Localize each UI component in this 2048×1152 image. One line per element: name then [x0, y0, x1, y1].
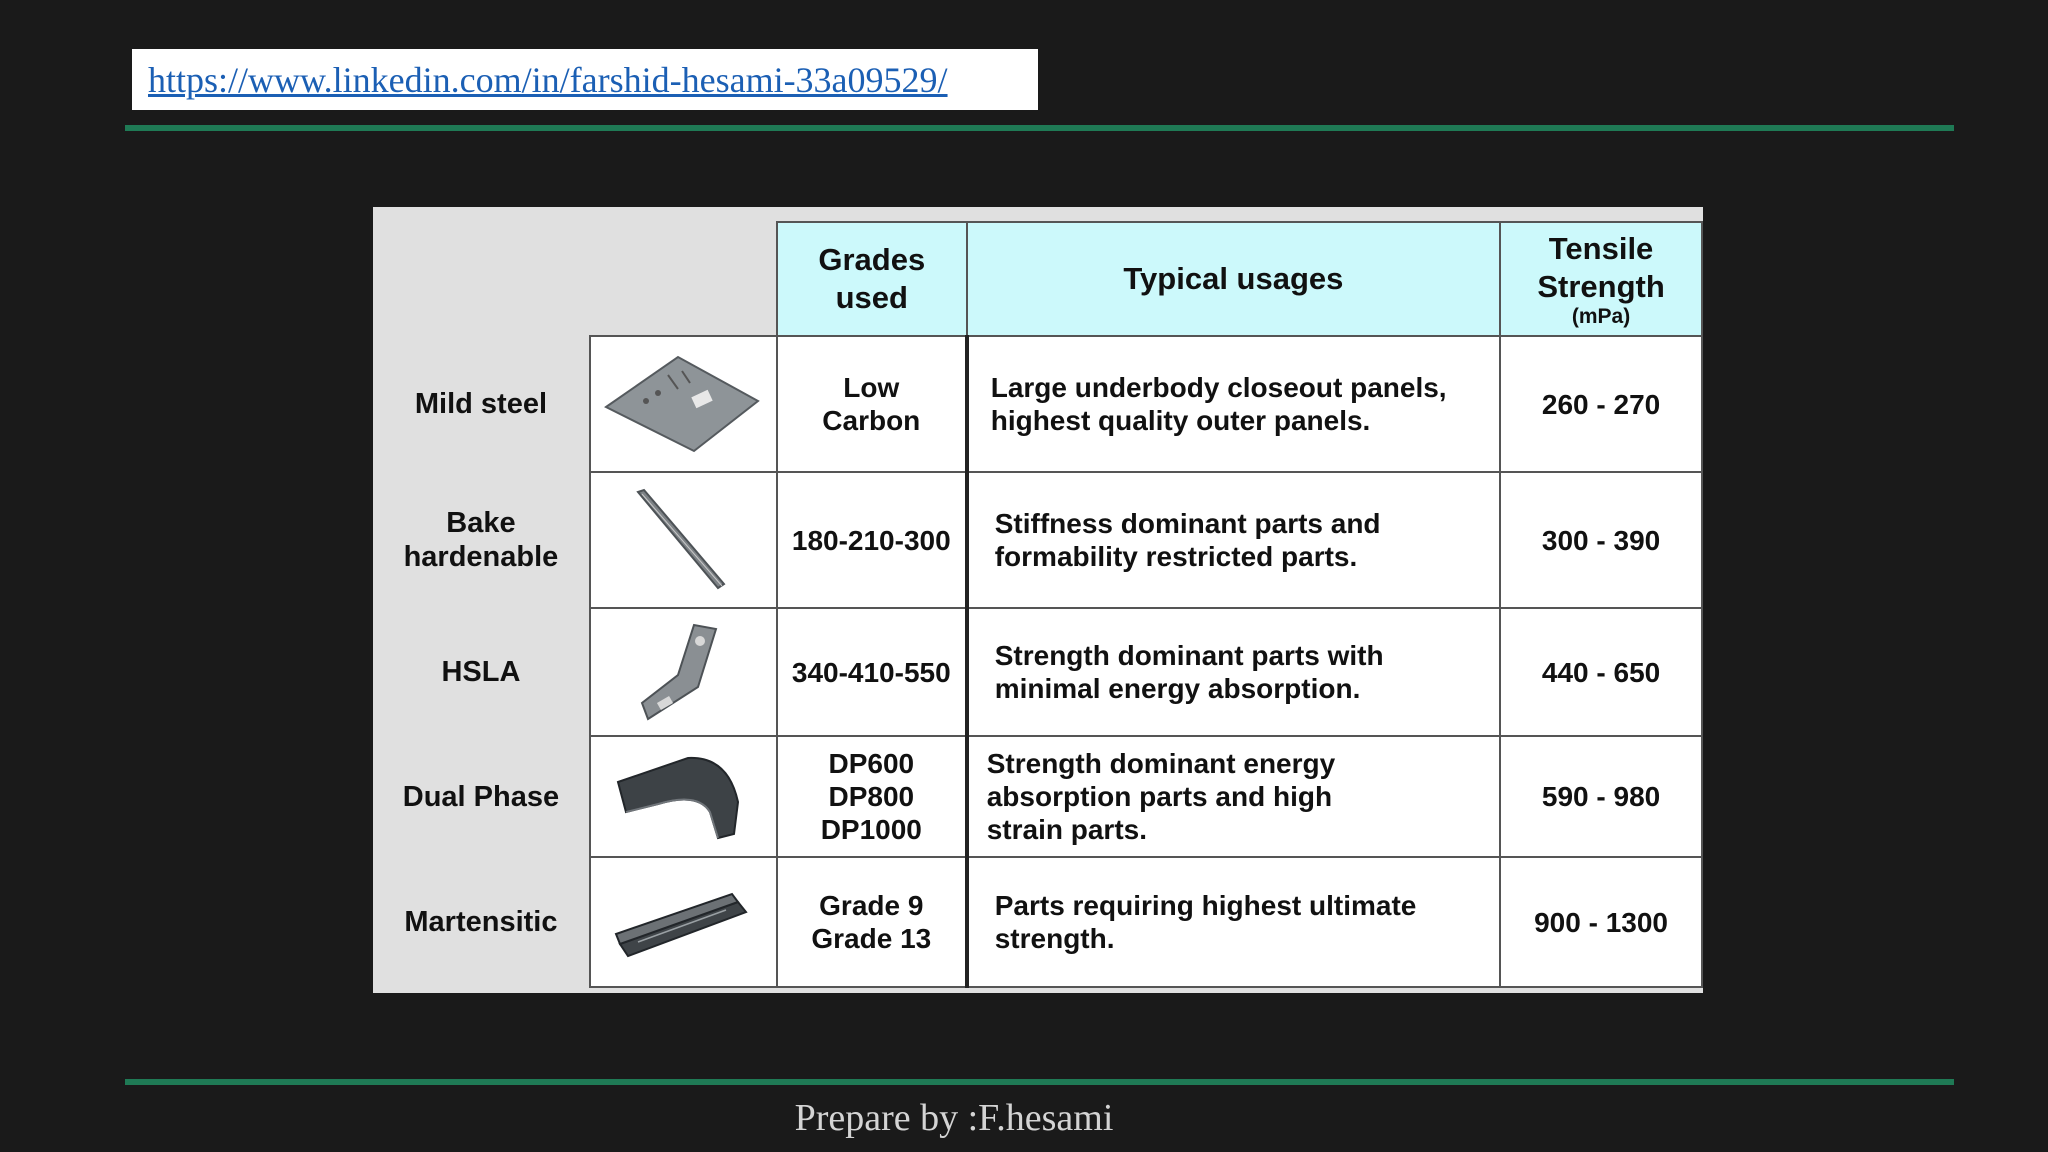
steel-grades-table	[373, 221, 1703, 988]
footer-text: Prepare by :F.hesami	[794, 1097, 1114, 1139]
bracket-icon	[598, 615, 768, 730]
header-tensile-unit: (mPa)	[1571, 305, 1631, 328]
part-image-cell	[590, 336, 777, 472]
linkedin-link-box	[132, 49, 1038, 110]
top-divider	[125, 125, 1954, 131]
usage-line: absorption parts and high	[986, 781, 1333, 812]
usage-line: Large underbody closeout panels,	[990, 372, 1447, 403]
footer-credit	[0, 1096, 2048, 1140]
usage-line: Parts requiring highest ultimate	[994, 890, 1417, 921]
steel-type-text: Mild steel	[414, 388, 548, 420]
grade-line: Grade 9	[819, 890, 924, 921]
usage-cell	[967, 472, 1500, 608]
tensile-cell	[1500, 472, 1702, 608]
steel-type-text: hardenable	[403, 541, 559, 573]
grade-line: Low	[843, 372, 900, 403]
steel-type-label	[373, 736, 590, 857]
grade-line: DP800	[828, 781, 915, 812]
table-row	[373, 608, 1702, 736]
usage-line: minimal energy absorption.	[994, 673, 1361, 704]
steel-type-label	[373, 472, 590, 608]
grade-line: 340-410-550	[791, 656, 951, 688]
linkedin-link[interactable]: https://www.linkedin.com/in/farshid-hesami-33a09529/	[148, 59, 948, 100]
grade-cell	[777, 472, 967, 608]
tensile-cell	[1500, 336, 1702, 472]
steel-type-label	[373, 857, 590, 987]
header-tensile-line1: Tensile	[1548, 231, 1654, 266]
table-header-row	[373, 222, 1702, 336]
usage-line: Strength dominant parts with	[994, 640, 1384, 671]
usage-line: Strength dominant energy	[986, 748, 1336, 779]
formed-rail-icon	[598, 742, 768, 852]
header-tensile-line2: Strength	[1537, 269, 1665, 304]
usage-cell	[967, 857, 1500, 987]
header-grades-used	[777, 222, 967, 336]
usage-cell	[967, 608, 1500, 736]
grade-cell	[777, 857, 967, 987]
grade-cell	[777, 608, 967, 736]
usage-line: Stiffness dominant parts and	[994, 508, 1381, 539]
steel-type-text: Bake	[446, 507, 516, 539]
beam-icon	[598, 872, 768, 972]
grade-line: DP1000	[820, 814, 922, 845]
usage-line: strength.	[994, 923, 1115, 954]
tensile-value: 260 - 270	[1541, 388, 1661, 420]
steel-type-text: HSLA	[441, 656, 521, 688]
table-row	[373, 736, 1702, 857]
usage-line: strain parts.	[986, 814, 1147, 845]
tensile-value: 440 - 650	[1541, 656, 1661, 688]
grade-line: Grade 13	[811, 923, 932, 954]
header-blank-label	[373, 222, 590, 336]
steel-type-text: Dual Phase	[402, 780, 560, 813]
grade-cell	[777, 736, 967, 857]
part-image-cell	[590, 472, 777, 608]
flat-panel-icon	[598, 349, 768, 459]
part-image-cell	[590, 608, 777, 736]
tensile-value: 590 - 980	[1541, 781, 1661, 812]
slim-rail-icon	[598, 480, 768, 600]
header-grades-line2: used	[835, 280, 908, 315]
header-blank-image	[590, 222, 777, 336]
part-image-cell	[590, 857, 777, 987]
table-row	[373, 336, 1702, 472]
grade-line: Carbon	[822, 405, 921, 436]
usage-cell	[967, 736, 1500, 857]
table-row	[373, 472, 1702, 608]
grade-line: DP600	[828, 748, 915, 779]
grade-cell	[777, 336, 967, 472]
header-typical-usages	[967, 222, 1500, 336]
header-grades-line1: Grades	[818, 242, 926, 277]
part-image-cell	[590, 736, 777, 857]
usage-cell	[967, 336, 1500, 472]
tensile-value: 300 - 390	[1541, 524, 1661, 556]
tensile-cell	[1500, 857, 1702, 987]
grade-line: 180-210-300	[791, 524, 951, 556]
usage-line: formability restricted parts.	[994, 541, 1358, 572]
table-row	[373, 857, 1702, 987]
tensile-value: 900 - 1300	[1534, 906, 1668, 938]
tensile-cell	[1500, 608, 1702, 736]
header-usages-text: Typical usages	[1123, 261, 1344, 296]
steel-type-text: Martensitic	[404, 906, 558, 938]
header-tensile-strength	[1500, 222, 1702, 336]
steel-grades-figure	[373, 207, 1703, 993]
tensile-cell	[1500, 736, 1702, 857]
steel-type-label	[373, 336, 590, 472]
usage-line: highest quality outer panels.	[990, 405, 1371, 436]
bottom-divider	[125, 1079, 1954, 1085]
steel-type-label	[373, 608, 590, 736]
